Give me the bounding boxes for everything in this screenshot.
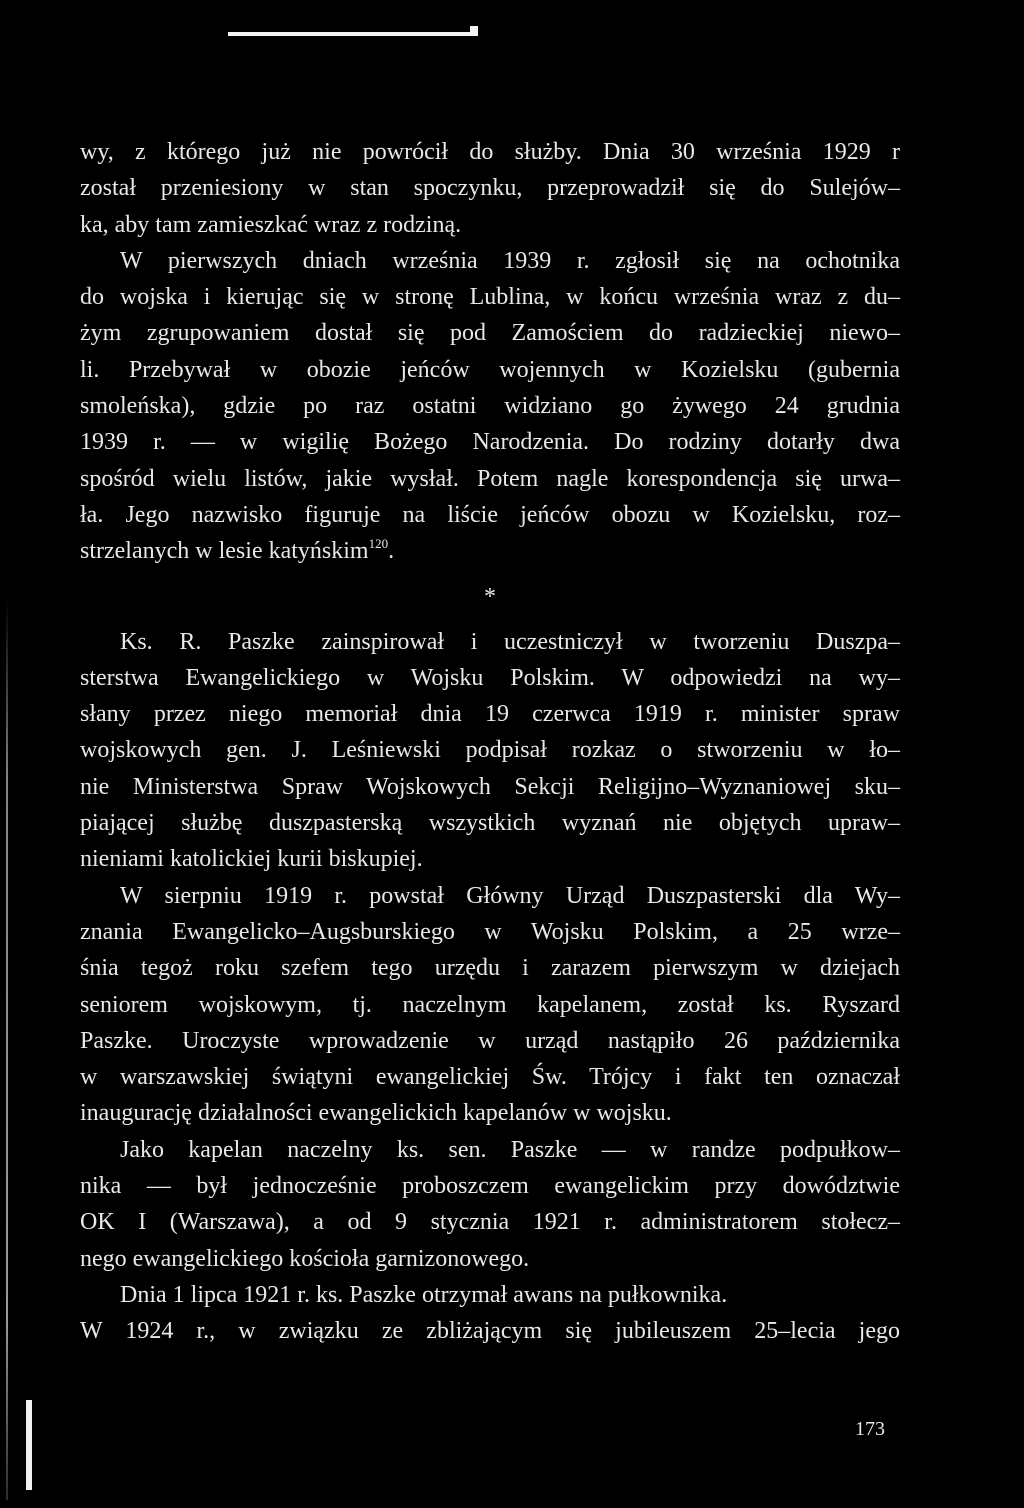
text-line: do wojska i kierując się w stronę Lublina, w końcu września wraz z du– [80,284,900,311]
text-line: żym zgrupowaniem dostał się pod Zamościem do radzieckiej niewo– [80,320,900,347]
text-line: Jako kapelan naczelny ks. sen. Paszke — w randze podpułkow– [120,1136,900,1163]
text-line [80,533,900,569]
text-line: słany przez niego memoriał dnia 19 czerwca 1919 r. minister spraw [80,701,900,728]
text-line: inaugurację działalności ewangelickich kapelanów w wojsku. [80,1100,672,1127]
footnote-ref[interactable]: 120 [368,536,389,552]
text-line: śnia tegoż roku szefem tego urzędu i zarazem pierwszym w dziejach [80,955,900,982]
text-line: 1939 r. — w wigilię Bożego Narodzenia. Do rodziny dotarły dwa [80,429,900,456]
text-line: W 1924 r., w związku ze zbliżającym się jubileuszem 25–lecia jego [80,1318,900,1345]
scan-edge-mark [26,1400,32,1490]
text-line: OK I (Warszawa), a od 9 stycznia 1921 r. administratorem stołecz– [80,1209,900,1236]
text-line: znania Ewangelicko–Augsburskiego w Wojsku Polskim, a 25 wrze– [80,918,900,945]
text-line: Ks. R. Paszke zainspirował i uczestniczył w tworzeniu Duszpa– [120,628,900,655]
text-line: Paszke. Uroczyste wprowadzenie w urząd nastąpiło 26 października [80,1027,900,1054]
text-line-main: strzelanych w lesie katyńskim [80,538,369,565]
asterisk: * [484,583,496,610]
text-line: W sierpniu 1919 r. powstał Główny Urząd Duszpasterski dla Wy– [120,882,900,909]
text-line: spośród wielu listów, jakie wysłał. Potem nagle korespondencja się urwa– [80,465,900,492]
scan-edge-shadow [6,600,8,1500]
text-line: sterstwa Ewangelickiego w Wojsku Polskim. W odpowiedzi na wy– [80,664,900,691]
text-line: Dnia 1 lipca 1921 r. ks. Paszke otrzymał awans na pułkownika. [120,1281,728,1308]
text-line: W pierwszych dniach września 1939 r. zgłosił się na ochotnika [120,247,900,274]
text-line: wojskowych gen. J. Leśniewski podpisał rozkaz o stworzeniu w ło– [80,737,900,764]
section-separator [80,570,900,624]
text-line: został przeniesiony w stan spoczynku, przeprowadził się do Sulejów– [80,175,900,202]
text-line: nieniami katolickiej kurii biskupiej. [80,846,423,873]
text-line: wy, z którego już nie powrócił do służby. Dnia 30 września 1929 r [80,139,900,165]
text-line: smoleńska), gdzie po raz ostatni widziano go żywego 24 grudnia [80,393,900,420]
page-body [80,134,900,1350]
text-line: nika — był jednocześnie proboszczem ewangelickim przy dowództwie [80,1173,900,1200]
header-rule-end [470,26,478,36]
text-line: ła. Jego nazwisko figuruje na liście jeńców obozu w Kozielsku, roz– [80,501,900,528]
text-line: nie Ministerstwa Spraw Wojskowych Sekcji Religijno–Wyznaniowej sku– [80,773,900,800]
text-line: nego ewangelickiego kościoła garnizonowego. [80,1245,530,1272]
text-line: piającej służbę duszpasterską wszystkich wyznań nie objętych upraw– [80,810,900,837]
header-rule [228,32,478,36]
text-line: li. Przebywał w obozie jeńców wojennych w Kozielsku (gubernia [80,356,900,383]
text-line: ka, aby tam zamieszkać wraz z rodziną. [80,211,462,238]
text-line: seniorem wojskowym, tj. naczelnym kapelanem, został ks. Ryszard [80,991,900,1018]
page-number: 173 [855,1418,885,1440]
text-line-end: . [388,538,395,565]
text-line: w warszawskiej świątyni ewangelickiej Św. Trójcy i fakt ten oznaczał [80,1064,900,1091]
